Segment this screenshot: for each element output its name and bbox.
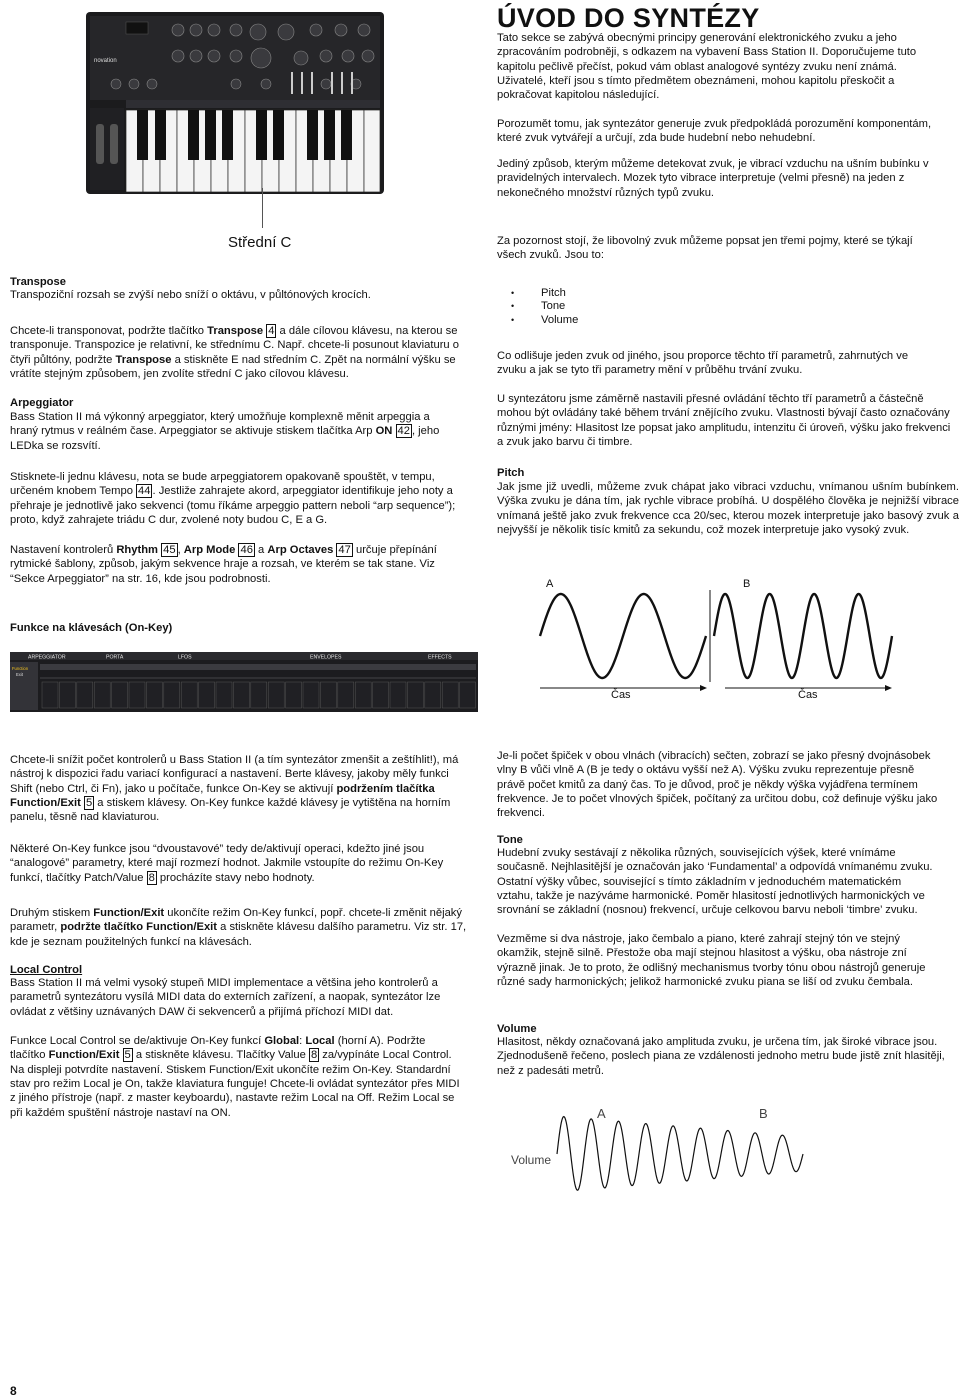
panel-key [112, 682, 128, 708]
tone-heading: Tone [497, 834, 523, 846]
intro-paragraph-3: Jediný způsob, kterým můžeme detekovat zvuk, je vibrací vzduchu na ušním bubínku v pravidelných intervalech. Mozek tyto vibrace interpretuje (velmi přesně) na jeden z nekonečného množství různých typů zvuku. [497, 158, 929, 199]
panel-key [251, 682, 267, 708]
page-number: 8 [10, 1384, 17, 1398]
panel-key [146, 682, 162, 708]
wave1-time-b: Čas [798, 689, 818, 701]
onkey-heading: Funkce na klávesách (On-Key) [10, 622, 173, 634]
wave1-time-a: Čas [611, 689, 631, 701]
panel-section-arpeggiator: ARPEGGIATOR [28, 654, 66, 661]
button-ref-8: 8 [148, 871, 155, 884]
local-paragraph-1: Bass Station II má velmi vysoký stupeň MIDI implementace a většina jeho kontrolerů a parametrů syntezátoru vysílá MIDI data do externích zařízení, a naopak, syntezátor lze ovládat z většiny uznávaných DAW či sekvencerů a přijímá příchozí MIDI dat. [10, 977, 441, 1018]
panel-key [425, 682, 441, 708]
panel-key [59, 682, 75, 708]
volume-heading: Volume [497, 1023, 537, 1035]
volume-wave-chart [505, 1100, 805, 1200]
tone-paragraph-1: Hudební zvuky sestávají z několika různých, souvisejících výšek, které vnímáme současně. Nejhlasitější je označován jako ‘Fundamental’ a odpovídá vnímanému zvuku. Ostatní výšky vůbec, související s tímto základním v jednoduchém matematickém vztahu, takže je nazýváme harmonické. Poměr hlasitostí jednotlivých harmonických ve srovnání se základní (nosnou) frekvencí, určuje celkovou barvu neboli ‘timbre’ zvuku. [497, 847, 933, 917]
control-ref-46: 46 [240, 544, 253, 556]
panel-key [199, 682, 215, 708]
button-ref-4: 4 [268, 325, 275, 337]
wave2-label-a: A [597, 1106, 606, 1121]
param-list [497, 287, 697, 327]
arp-paragraph-3: Nastavení kontrolerů Rhythm 45 , Arp Mode 46 a Arp Octaves 47 určuje přepínání rytmické šablony, způsob, jakým sekvence hraje a rozsah, ve kterém se tak stane. Viz “Sekce Arpeggiator” na str. 16, kde jsou podrobnosti. [10, 544, 437, 585]
knob-ref-44: 44 [138, 485, 151, 498]
pitch-wave-chart [500, 570, 930, 710]
right-paragraph-pozor: Za pozornost stojí, že libovolný zvuk můžeme popsat jen třemi pojmy, které se týkají všech zvuků. Jsou to: [497, 235, 913, 262]
onkey-paragraph-1: Chcete-li snížit počet kontrolerů u Bass Station II (a tím syntezátor zmenšit a zeštíhlit!), má nástroj k dispozici řadu variací konfigurací a nastavení. Berte klávesy, jakoby měly funkci Shift (nebo Ctrl, či Fn), jako u počítače, funkce On-Key se aktivují podržením tlačítka Function/Exit 5 a stiskem klávesy. On-Key funkce každé klávesy je vytištěna na horním panelu, těsně nad klaviaturou. [10, 754, 459, 824]
list-item: • Tone [497, 300, 697, 313]
panel-exit-label: Exit [16, 672, 23, 677]
button-ref-42: 42 [397, 425, 410, 438]
panel-key [42, 682, 58, 708]
arp-paragraph-2: Stisknete-li jednu klávesu, nota se bude arpeggiatorem opakovaně spouštět, v tempu, určeném knobem Tempo 44 . Jestliže zahrajete akord, arpeggiator identifikuje jeho noty a přehraje je jednotlivě jako sekvenci (tomu říkáme arpeggio pattern neboli “arp sequence”); proto, když zahrajete triádu C dur, zvolené noty budou C, E a G. [10, 471, 456, 526]
intro-paragraph-2: Porozumět tomu, jak syntezátor generuje zvuk předpokládá porozumění komponentám, které zvuk vytvářejí a určují, zda bude hudební nebo nehudební. [497, 118, 932, 145]
panel-key [181, 682, 197, 708]
transpose-paragraph-2: Chcete-li transponovat, podržte tlačítko Transpose 4 a dále cílovou klávesu, na kterou se transponuje. Transpozice je relativní, ke střednímu C. Např. chcete-li posunout klaviaturu o čtyři půltóny, podržte Transpose a stiskněte E nad středním C. Zpět na normální výšku se vrátíte stejným způsobem, jen zvolíte střední C jako cílovou klávesu. [10, 325, 459, 380]
tone-paragraph-2: Vezměme si dva nástroje, jako čembalo a piano, které zahrají stejný tón ve stejný okamžik, stejně silně. Přestože oba mají stejnou hlasitost a výšku, oba nástroje zní výrazně jinak. Je to proto, že odlišný mechanismus tvorby tónu obou nástrojů generuje různé sady harmonických; jelikož harmonické zvuku piana se liší od zvuku čembala. [497, 933, 926, 988]
control-ref-47: 47 [338, 544, 351, 556]
panel-function-label: Function [12, 666, 29, 671]
arp-paragraph-1: Bass Station II má výkonný arpeggiator, který umožňuje komplexně měnit arpeggia a hraný rytmus v reálném čase. Arpeggiator se aktivuje stiskem tlačítka Arp ON 42 , jeho LEDka se rozsvítí. [10, 411, 440, 452]
list-item: • Volume [497, 314, 697, 327]
panel-key [268, 682, 284, 708]
panel-key [355, 682, 371, 708]
time-arrow-a [700, 685, 707, 691]
list-item: • Pitch [497, 287, 697, 300]
onkey-paragraph-2: Některé On-Key funkce jsou “dvoustavové” tedy de/aktivují operaci, kdežto jiné jsou “analogové” parametry, které mají rozmezí hodnot. Jakmile vstoupíte do režimu On-Key funkcí, tlačítky Patch/Value 8 procházíte stavy nebo hodnoty. [10, 843, 444, 884]
panel-key [460, 682, 476, 708]
button-ref-8b: 8 [310, 1049, 318, 1062]
local-paragraph-2: Funkce Local Control se de/aktivuje On-Key funkcí Global: Local (horní A). Podržte tlačítko Function/Exit 5 a stiskněte klávesu. Tlačítky Value 8 za/vypínáte Local Control. Na displeji potvrdíte nastavení. Stiskem Function/Exit ukončíte režim On-Key. Standardní stav pro režim Local je On, takže klaviatura funguje! Chcete-li ovládat syntezátor přes MIDI z jiného přístroje (např. z master keyboardu), nastavte režim Local na Off. Režim Local se při každém spuštění nástroje nastaví na ON. [10, 1035, 460, 1119]
panel-key [407, 682, 423, 708]
panel-key [320, 682, 336, 708]
wave1-label-a: A [546, 578, 554, 590]
wave2-label-b: B [759, 1106, 768, 1121]
button-ref-5b: 5 [124, 1049, 131, 1062]
volume-paragraph: Hlasitost, někdy označovaná jako amplituda zvuku, je určena tím, jak široké vibrace jsou. Zjednodušeně řečeno, poslech piana ze vzdálenosti jednoho metru bude jistě znít hlasitěji, než z padesáti metrů. [497, 1036, 945, 1077]
panel-key [164, 682, 180, 708]
page-title: ÚVOD DO SYNTÉZY [497, 3, 760, 33]
panel-section-envelopes: ENVELOPES [310, 654, 342, 661]
right-paragraph-odlisuje: Co odlišuje jeden zvuk od jiného, jsou proporce těchto tří parametrů, zahrnutých ve zvuku a jak se tyto tři parametry mění v průběhu trvání zvuku. [497, 350, 909, 377]
panel-key [77, 682, 93, 708]
transpose-paragraph-1: Transpoziční rozsah se zvýší nebo sníží o oktávu, v půltónových krocích. [10, 289, 371, 301]
panel-key [129, 682, 145, 708]
panel-key [94, 682, 110, 708]
panel-key [338, 682, 354, 708]
panel-key [442, 682, 458, 708]
wave1-b [714, 594, 892, 678]
pitch-paragraph: Jak jsme již uvedli, můžeme zvuk chápat jako vibraci vzduchu, vnímanou ušním bubínkem. Výška zvuku je dána tím, jak rychle vibrace probíhá. U dospělého člověka je nejnižší vibrace vnímaná ještě jako zvuk frekvence cca 20/sec, kterou mozek interpretuje jako basový zvuk a nejvyšší je několik tisíc kmitů za sekundu, což mozek interpretuje jako vysoký zvuk. [497, 481, 959, 536]
panel-key [373, 682, 389, 708]
panel-key [303, 682, 319, 708]
panel-key [390, 682, 406, 708]
time-arrow-b [885, 685, 892, 691]
middle-c-pointer [262, 188, 263, 228]
panel-key [286, 682, 302, 708]
panel-section-effects: EFFECTS [428, 654, 452, 661]
middle-c-label: Střední C [228, 234, 292, 251]
arp-heading: Arpeggiator [10, 397, 74, 409]
wave2-volume-label: Volume [511, 1153, 552, 1167]
pitch-heading: Pitch [497, 467, 525, 479]
panel-section-porta: PORTA [106, 654, 124, 661]
control-ref-45: 45 [163, 544, 176, 556]
wave1-label-b: B [743, 578, 751, 590]
onkey-paragraph-3: Druhým stiskem Function/Exit ukončíte režim On-Key funkcí, popř. chcete-li změnit nějaký parametr, podržte tlačítko Function/Exit a stiskněte klávesu dalšího parametru. Viz str. 17, kde je seznam použitelných funkcí na klávesách. [10, 907, 467, 948]
panel-key [233, 682, 249, 708]
synth-photo [86, 12, 384, 194]
wave2-volume [557, 1117, 803, 1191]
transpose-heading: Transpose [10, 276, 66, 288]
onkey-panel-strip [10, 652, 478, 712]
local-control-heading: Local Control [10, 964, 83, 976]
right-paragraph-ucelne: U syntezátoru jsme záměrně nastavili přesné ovládání těchto tří parametrů a částečně mohou být ovládány také během trvání znějícího zvuku. Vlastnosti bývají často označovány různými jmény: Hlasitost lze popsat jako amplitudu, intenzitu či úroveň, výšku jako frekvenci a zvuk jako barvu či timbre. [497, 393, 951, 448]
brand-label: novation [94, 58, 117, 64]
right-paragraph-spicky: Je-li počet špiček v obou vlnách (vibracích) sečten, zobrazí se jako přesný dvojnásobek vlny B vůči vlně A (B je tedy o oktávu vyšší než A). Výšku zvuku reprezentuje přesně právě počet kmitů za daný čas. To je důvod, proč je někdy výška vyjádřena termínem frekvence. Je to počet vlnových špiček, počítaný za určitou dobu, což definuje výšku jako frekvenci. [497, 750, 938, 820]
panel-section-lfos: LFOS [178, 654, 192, 661]
button-ref-5: 5 [85, 796, 93, 809]
panel-key [216, 682, 232, 708]
intro-paragraph-1: Tato sekce se zabývá obecnými principy generování elektronického zvuku a jeho zpracováním podrobněji, s odkazem na vybavení Bass Station II. Doporučujeme tuto kapitolu pečlivě přečíst, pokud vám oblast analogové syntézy zvuku není známá. Uživatelé, kteří jsou s tímto předmětem obeznámeni, mohou kapitolu přeskočit a pokračovat kapitolou následující. [497, 32, 917, 102]
wave1-a [540, 594, 706, 678]
